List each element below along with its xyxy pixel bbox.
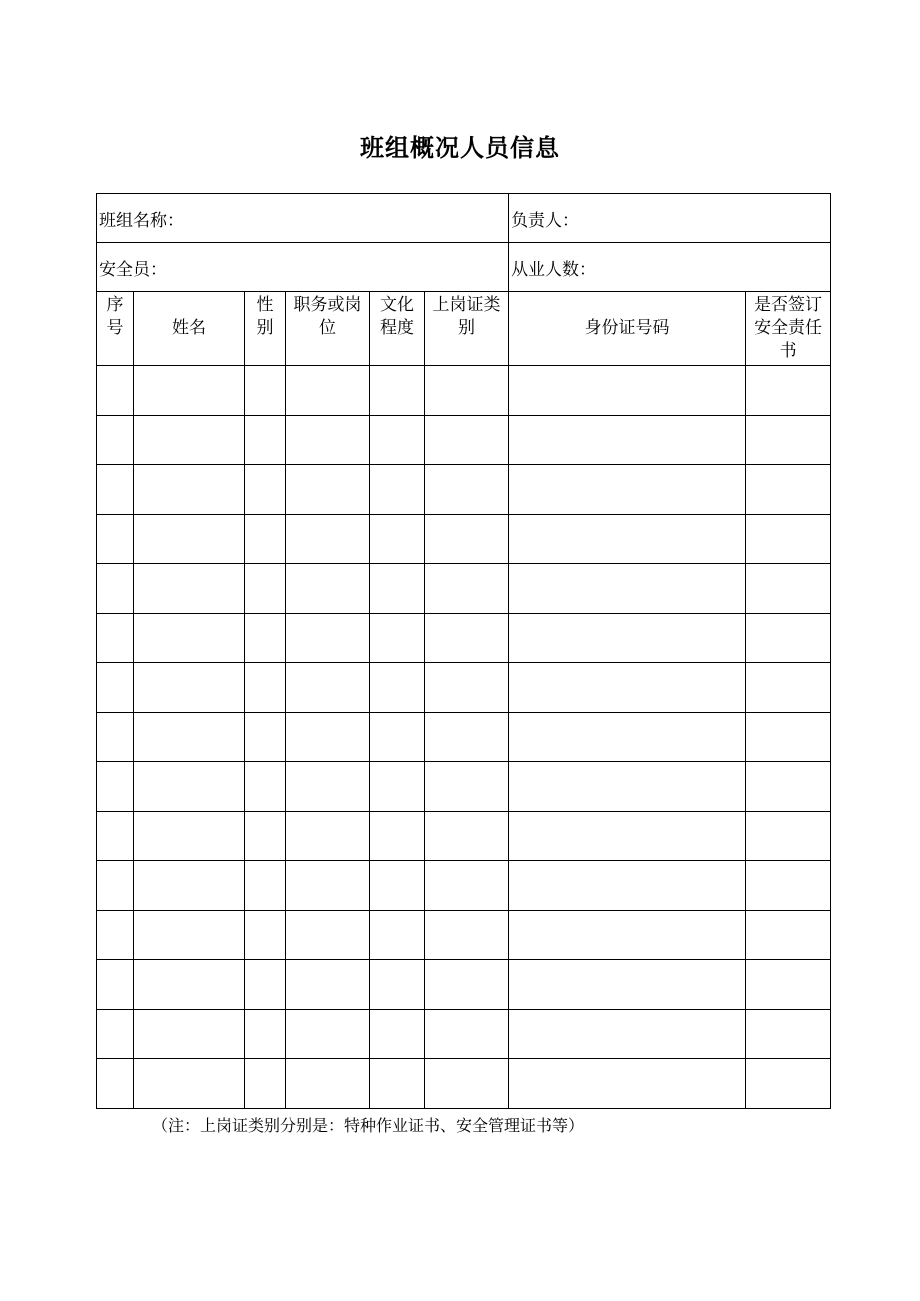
cell-seq[interactable] — [97, 762, 134, 812]
cell-seq[interactable] — [97, 1009, 134, 1059]
cell-education[interactable] — [370, 366, 425, 416]
table-row — [97, 762, 831, 812]
header-safety-contract: 是否签订 安全责任 书 — [746, 292, 831, 366]
cell-gender[interactable] — [245, 910, 286, 960]
cell-position[interactable] — [286, 1059, 370, 1109]
cell-safety-contract[interactable] — [746, 762, 831, 812]
cell-cert-type[interactable] — [425, 613, 509, 663]
safety-officer-label: 安全员： — [99, 259, 167, 280]
table-row — [97, 910, 831, 960]
cell-safety-contract[interactable] — [746, 465, 831, 515]
cell-safety-contract[interactable] — [746, 514, 831, 564]
table-row — [97, 514, 831, 564]
leader-label: 负责人： — [511, 210, 580, 231]
cell-safety-contract[interactable] — [746, 861, 831, 911]
cell-gender[interactable] — [245, 1009, 286, 1059]
cell-safety-contract[interactable] — [746, 613, 831, 663]
cell-name[interactable] — [134, 366, 245, 416]
table-row — [97, 811, 831, 861]
cell-position[interactable] — [286, 960, 370, 1010]
cell-name[interactable] — [134, 514, 245, 564]
cell-gender[interactable] — [245, 712, 286, 762]
cell-education[interactable] — [370, 712, 425, 762]
cell-position[interactable] — [286, 613, 370, 663]
cell-safety-contract[interactable] — [746, 1059, 831, 1109]
cell-seq[interactable] — [97, 514, 134, 564]
cell-position[interactable] — [286, 663, 370, 713]
cell-position[interactable] — [286, 415, 370, 465]
cell-position[interactable] — [286, 366, 370, 416]
cell-gender[interactable] — [245, 960, 286, 1010]
cell-name[interactable] — [134, 762, 245, 812]
header-cert-type: 上岗证类 别 — [425, 292, 509, 366]
cell-name[interactable] — [134, 564, 245, 614]
table-header-row — [97, 292, 831, 366]
cell-education[interactable] — [370, 514, 425, 564]
cell-cert-type[interactable] — [425, 910, 509, 960]
cell-seq[interactable] — [97, 663, 134, 713]
cell-id-number[interactable] — [509, 811, 746, 861]
cell-name[interactable] — [134, 1009, 245, 1059]
cell-safety-contract[interactable] — [746, 1009, 831, 1059]
table-row — [97, 415, 831, 465]
cell-cert-type[interactable] — [425, 712, 509, 762]
info-row-safety — [97, 243, 831, 292]
page-title: 班组概况人员信息 — [360, 134, 560, 162]
cell-seq[interactable] — [97, 960, 134, 1010]
cell-id-number[interactable] — [509, 613, 746, 663]
cell-education[interactable] — [370, 564, 425, 614]
cell-seq[interactable] — [97, 861, 134, 911]
header-id-number: 身份证号码 — [509, 292, 746, 366]
cell-education[interactable] — [370, 910, 425, 960]
cell-gender[interactable] — [245, 663, 286, 713]
cell-name[interactable] — [134, 910, 245, 960]
cell-cert-type[interactable] — [425, 1009, 509, 1059]
info-row-team — [97, 194, 831, 243]
cell-name[interactable] — [134, 1059, 245, 1109]
table-row — [97, 465, 831, 515]
cell-cert-type[interactable] — [425, 960, 509, 1010]
cell-id-number[interactable] — [509, 415, 746, 465]
cell-seq[interactable] — [97, 910, 134, 960]
staff-count-field[interactable] — [509, 243, 831, 292]
table-row — [97, 1059, 831, 1109]
personnel-form-table — [96, 193, 831, 1109]
cell-position[interactable] — [286, 811, 370, 861]
leader-field[interactable] — [509, 194, 831, 243]
cell-id-number[interactable] — [509, 762, 746, 812]
cell-name[interactable] — [134, 663, 245, 713]
header-seq: 序 号 — [97, 292, 134, 366]
cell-cert-type[interactable] — [425, 415, 509, 465]
cell-gender[interactable] — [245, 762, 286, 812]
cell-id-number[interactable] — [509, 663, 746, 713]
cell-education[interactable] — [370, 415, 425, 465]
cell-education[interactable] — [370, 811, 425, 861]
cell-cert-type[interactable] — [425, 465, 509, 515]
cell-cert-type[interactable] — [425, 564, 509, 614]
cell-position[interactable] — [286, 514, 370, 564]
cell-safety-contract[interactable] — [746, 910, 831, 960]
footnote: （注：上岗证类别分别是：特种作业证书、安全管理证书等） — [152, 1116, 585, 1135]
cell-seq[interactable] — [97, 811, 134, 861]
cell-gender[interactable] — [245, 811, 286, 861]
table-row — [97, 960, 831, 1010]
cell-id-number[interactable] — [509, 564, 746, 614]
cell-gender[interactable] — [245, 1059, 286, 1109]
table-row — [97, 366, 831, 416]
header-position: 职务或岗 位 — [286, 292, 370, 366]
header-gender: 性 别 — [245, 292, 286, 366]
cell-seq[interactable] — [97, 415, 134, 465]
cell-position[interactable] — [286, 861, 370, 911]
cell-seq[interactable] — [97, 712, 134, 762]
cell-seq[interactable] — [97, 613, 134, 663]
cell-cert-type[interactable] — [425, 762, 509, 812]
cell-gender[interactable] — [245, 861, 286, 911]
header-education: 文化 程度 — [370, 292, 425, 366]
cell-id-number[interactable] — [509, 910, 746, 960]
cell-education[interactable] — [370, 1059, 425, 1109]
table-row — [97, 712, 831, 762]
cell-cert-type[interactable] — [425, 514, 509, 564]
safety-officer-field[interactable] — [97, 243, 509, 292]
cell-position[interactable] — [286, 910, 370, 960]
cell-education[interactable] — [370, 960, 425, 1010]
table-row — [97, 613, 831, 663]
cell-name[interactable] — [134, 811, 245, 861]
cell-education[interactable] — [370, 1009, 425, 1059]
cell-name[interactable] — [134, 415, 245, 465]
cell-education[interactable] — [370, 663, 425, 713]
cell-gender[interactable] — [245, 514, 286, 564]
cell-cert-type[interactable] — [425, 811, 509, 861]
cell-safety-contract[interactable] — [746, 663, 831, 713]
staff-count-label: 从业人数： — [511, 259, 597, 280]
cell-gender[interactable] — [245, 564, 286, 614]
cell-name[interactable] — [134, 712, 245, 762]
team-name-label: 班组名称： — [99, 210, 184, 231]
cell-position[interactable] — [286, 465, 370, 515]
cell-id-number[interactable] — [509, 712, 746, 762]
cell-gender[interactable] — [245, 366, 286, 416]
cell-safety-contract[interactable] — [746, 564, 831, 614]
cell-name[interactable] — [134, 613, 245, 663]
cell-safety-contract[interactable] — [746, 415, 831, 465]
cell-name[interactable] — [134, 960, 245, 1010]
cell-safety-contract[interactable] — [746, 960, 831, 1010]
team-name-field[interactable] — [97, 194, 509, 243]
cell-cert-type[interactable] — [425, 861, 509, 911]
cell-id-number[interactable] — [509, 861, 746, 911]
cell-safety-contract[interactable] — [746, 712, 831, 762]
cell-position[interactable] — [286, 762, 370, 812]
cell-cert-type[interactable] — [425, 1059, 509, 1109]
cell-cert-type[interactable] — [425, 663, 509, 713]
cell-id-number[interactable] — [509, 1059, 746, 1109]
cell-education[interactable] — [370, 465, 425, 515]
cell-id-number[interactable] — [509, 465, 746, 515]
table-row — [97, 564, 831, 614]
cell-position[interactable] — [286, 712, 370, 762]
cell-seq[interactable] — [97, 366, 134, 416]
cell-seq[interactable] — [97, 465, 134, 515]
cell-education[interactable] — [370, 613, 425, 663]
cell-safety-contract[interactable] — [746, 811, 831, 861]
cell-id-number[interactable] — [509, 514, 746, 564]
cell-education[interactable] — [370, 762, 425, 812]
cell-position[interactable] — [286, 564, 370, 614]
cell-id-number[interactable] — [509, 366, 746, 416]
table-row — [97, 1009, 831, 1059]
cell-name[interactable] — [134, 465, 245, 515]
cell-safety-contract[interactable] — [746, 366, 831, 416]
table-row — [97, 861, 831, 911]
table-row — [97, 663, 831, 713]
cell-position[interactable] — [286, 1009, 370, 1059]
cell-name[interactable] — [134, 861, 245, 911]
cell-seq[interactable] — [97, 564, 134, 614]
cell-id-number[interactable] — [509, 960, 746, 1010]
cell-gender[interactable] — [245, 415, 286, 465]
cell-gender[interactable] — [245, 613, 286, 663]
header-name: 姓名 — [134, 292, 245, 366]
cell-cert-type[interactable] — [425, 366, 509, 416]
cell-gender[interactable] — [245, 465, 286, 515]
cell-id-number[interactable] — [509, 1009, 746, 1059]
cell-seq[interactable] — [97, 1059, 134, 1109]
cell-education[interactable] — [370, 861, 425, 911]
